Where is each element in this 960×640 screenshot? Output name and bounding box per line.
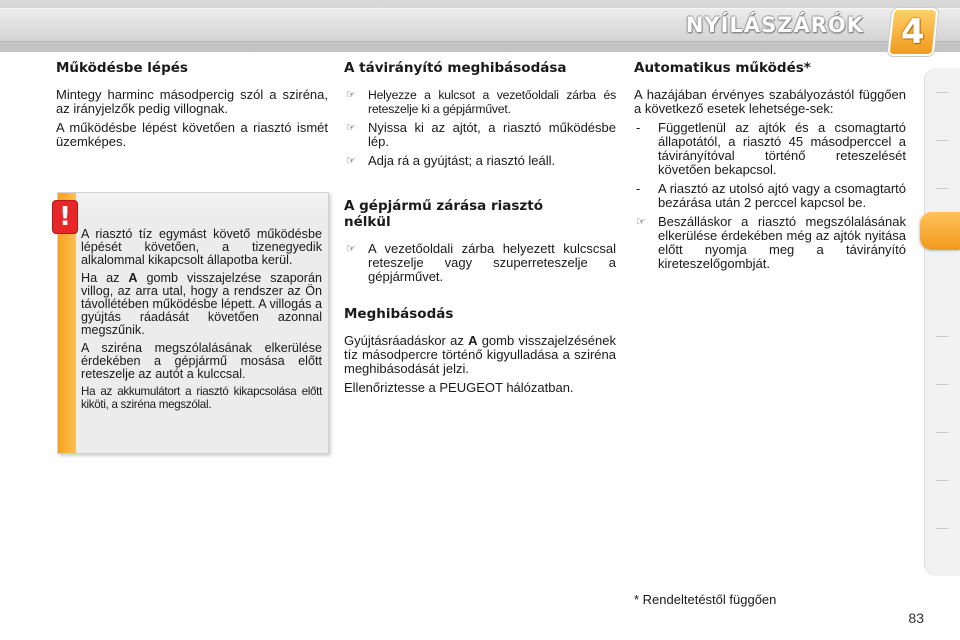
- list-item-text: A riasztó az utolsó ajtó vagy a csomagtartó bezárása után 2 perccel kapcsol be.: [658, 181, 906, 210]
- column-2: [344, 60, 616, 400]
- list-item: [344, 88, 616, 116]
- column-3: [634, 60, 906, 276]
- paragraph: [344, 334, 616, 376]
- page-number: 83: [908, 610, 924, 626]
- chapter-number-badge: [887, 8, 938, 56]
- dash-marker: -: [636, 120, 641, 135]
- paragraph: Mintegy harminc másodpercig szól a sziréna, az irányjelzők pedig villognak.: [56, 87, 328, 116]
- side-tab-divider: [936, 432, 948, 433]
- side-tab-divider: [936, 188, 948, 189]
- dash-marker: -: [636, 181, 641, 196]
- pointing-hand-icon: ☞: [346, 122, 356, 134]
- list-item-text: Adja rá a gyújtást; a riasztó leáll.: [368, 153, 556, 168]
- side-tab-divider: [936, 336, 948, 337]
- paragraph: Ellenőriztesse a PEUGEOT hálózatban.: [344, 380, 574, 395]
- list-item: [344, 121, 616, 149]
- list-item-text: Függetlenül az ajtók és a csomagtartó állapotától, a riasztó 45 másodperccel a távirányítóval történő reteszelését követően bekapcsol.: [658, 120, 906, 177]
- list-item: [634, 121, 906, 177]
- side-tab-divider: [936, 92, 948, 93]
- list-item: [344, 154, 616, 168]
- list-item-text: Nyissa ki az ajtót, a riasztó működésbe lép.: [368, 120, 616, 149]
- side-tab-divider: [936, 528, 948, 529]
- chapter-number: 4: [901, 12, 925, 52]
- warning-paragraph: Ha az akkumulátort a riasztó kikapcsolása előtt kiköti, a sziréna megszólal.: [81, 385, 322, 412]
- warning-box-content: [81, 228, 322, 416]
- list-item: [344, 242, 616, 284]
- list-item: [634, 182, 906, 210]
- side-tab-divider: [936, 384, 948, 385]
- warning-paragraph: A sziréna megszólalásának elkerülése érdekében a gépjármű mosása előtt reteszelje az autót a kulccsal.: [81, 340, 322, 382]
- list-item-text: A vezetőoldali zárba helyezett kulcscsal reteszelje vagy szuperreteszelje a gépjárművet.: [368, 241, 616, 284]
- warning-paragraph: [81, 272, 322, 338]
- footnote: * Rendeltetéstől függően: [634, 592, 777, 607]
- paragraph: A működésbe lépést követően a riasztó ismét üzemképes.: [56, 120, 328, 149]
- warning-paragraph: A riasztó tíz egymást követő működésbe lépését követően, a tizenegyedik alkalommal kikapcsolt állapotba kerül.: [81, 227, 322, 268]
- text-run: Ha az: [81, 270, 129, 285]
- text-run: gomb visszajelzésének tíz másodpercre történő kigyulladása a sziréna meghibásodását jelzi.: [344, 333, 616, 376]
- side-tab-divider: [936, 140, 948, 141]
- section-heading-automatic-operation: Automatikus működés*: [634, 60, 811, 76]
- section-heading-remote-failure: A távirányító meghibásodása: [344, 60, 567, 76]
- warning-box-top: [76, 193, 328, 217]
- text-run: Gyújtásráadáskor az: [344, 333, 469, 348]
- chapter-side-tabs: [924, 68, 960, 576]
- side-tab-current-chapter[interactable]: [920, 212, 960, 250]
- pointing-hand-icon: ☞: [636, 216, 646, 228]
- list-item-text: Helyezze a kulcsot a vezetőoldali zárba és reteszelje ki a gépjárművet.: [368, 88, 616, 116]
- warning-exclamation-icon: !: [52, 200, 78, 234]
- section-heading-malfunction: Meghibásodás: [344, 306, 454, 322]
- side-tab-divider: [936, 480, 948, 481]
- section-heading-lock-without-alarm: A gépjármű zárása riasztó nélkül: [344, 198, 543, 230]
- pointing-hand-icon: ☞: [346, 89, 356, 101]
- text-run: gomb visszajelzése szaporán villog, az arra utal, hogy a rendszer az Ön távollétében működésbe lépett. A villogás a gyújtás ráadását követően azonnal megszűnik.: [81, 270, 323, 338]
- pointing-hand-icon: ☞: [346, 155, 356, 167]
- button-reference-a: A: [468, 333, 478, 348]
- list-item: [634, 215, 906, 271]
- list-item-text: Beszálláskor a riasztó megszólalásának elkerülése érdekében még az ajtók nyitása előtt nyomja meg a távirányító kireteszelőgombját.: [658, 214, 906, 271]
- paragraph: A hazájában érvényes szabályozástól függően a következő esetek lehetsége-sek:: [634, 87, 906, 116]
- section-heading-activation: Működésbe lépés: [56, 60, 188, 76]
- pointing-hand-icon: ☞: [346, 243, 356, 255]
- chapter-title: NYÍLÁSZÁRÓK: [685, 13, 864, 37]
- button-reference-a: A: [128, 270, 138, 285]
- column-1: [56, 60, 328, 154]
